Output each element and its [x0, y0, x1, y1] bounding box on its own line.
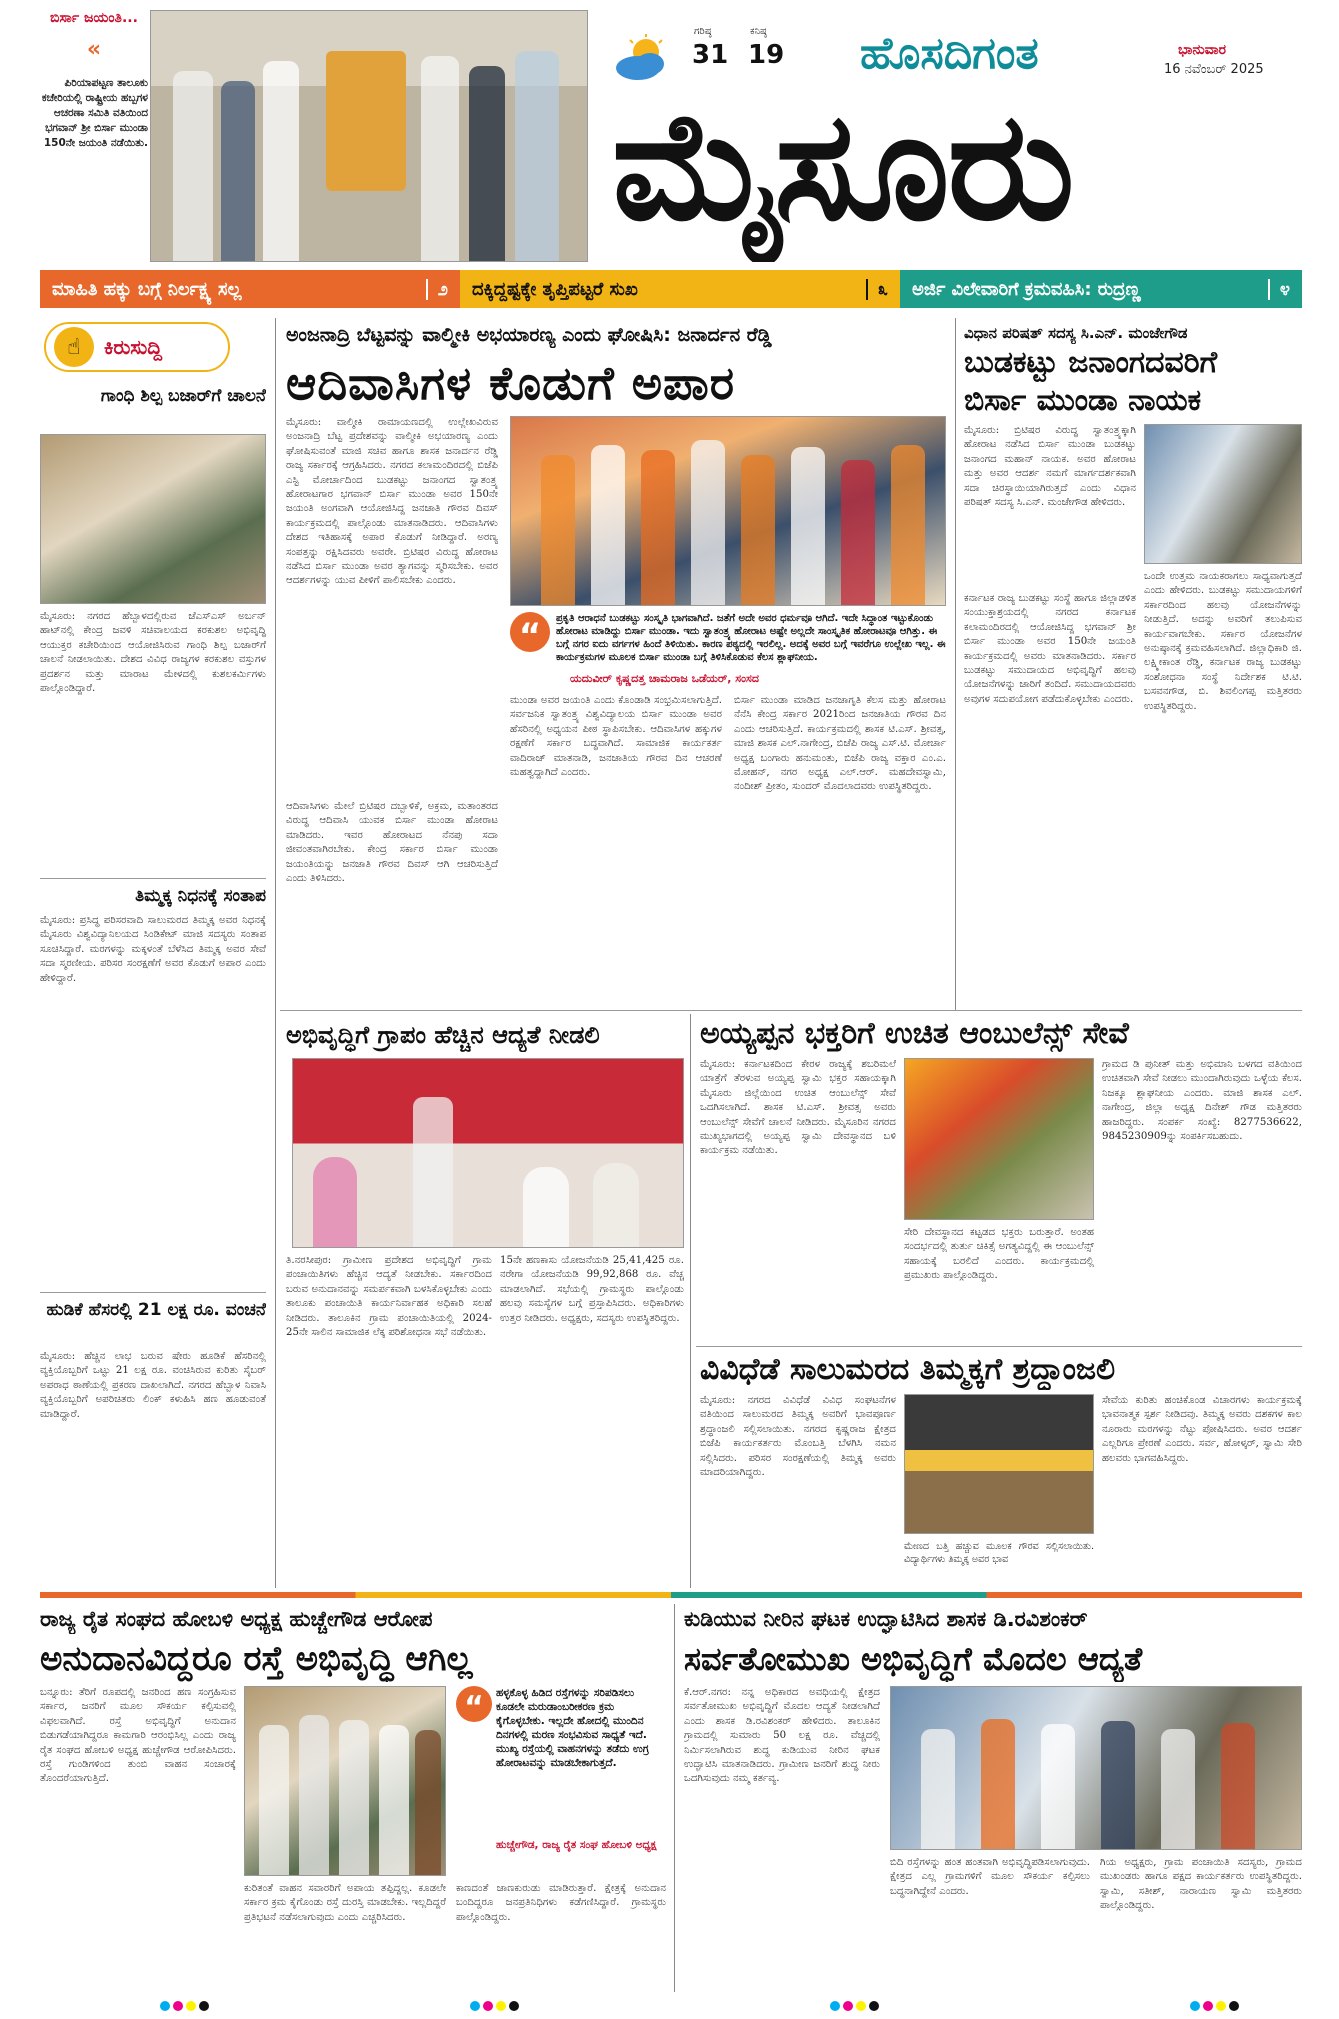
thimmakka-body-1: ಮೈಸೂರು: ನಗರದ ವಿವಿಧೆಡೆ ವಿವಿಧ ಸಂಘಟನೆಗಳ ವತಿಯಿಂದ ಸಾಲುಮರದ ತಿಮ್ಮಕ್ಕ ಅವರಿಗೆ ಭಾವಪೂರ್ಣ ಶ್ರದ್ಧಾಂಜಲಿ ಸಲ್ಲಿಸಲಾಯಿತು. ನಗರದ ಕೃಷ್ಣರಾಜ ಕ್ಷೇತ್ರದ ಬಿಜೆಪಿ ಕಾರ್ಯಕರ್ತರು ಮೊಂಬತ್ತಿ ಬೆಳಗಿಸಿ ನಮನ ಸಲ್ಲಿಸಿದರು. ಪರಿಸರ ಸಂರಕ್ಷಣೆಯಲ್ಲಿ ತಿಮ್ಮಕ್ಕ ಅವರು ಮಾದರಿಯಾಗಿದ್ದರು.	[700, 1395, 896, 1479]
strip-item-3[interactable]	[900, 270, 1302, 308]
strip-item-3-page: ೪	[1268, 279, 1290, 300]
thimmakka-body-2: ಸೇವೆಯ ಕುರಿತು ಹಂಚಿಕೊಂಡ ವಿಚಾರಗಳು ಕಾರ್ಯಕ್ರಮಕ್ಕೆ ಭಾವನಾತ್ಮಕ ಸ್ಪರ್ಶ ನೀಡಿದವು. ತಿಮ್ಮಕ್ಕ ಅವರು ದಶಕಗಳ ಕಾಲ ನೂರಾರು ಮರಗಳನ್ನು ನೆಟ್ಟು ಪೋಷಿಸಿದರು. ಅವರ ಆದರ್ಶ ಎಲ್ಲರಿಗೂ ಪ್ರೇರಣೆ ಎಂದರು. ಸರ್ವ, ಹೋಳ್ಕರ್, ಸ್ವಾಮಿ ಸೇರಿ ಹಲವರು ಭಾಗವಹಿಸಿದ್ದರು.	[1102, 1395, 1302, 1464]
strip-item-1-page: ೨	[426, 279, 448, 300]
lead-headline: ಆದಿವಾಸಿಗಳ ಕೊಡುಗೆ ಅಪಾರ	[286, 356, 736, 410]
bottom-right-body-2: ಬಿದಿ ರಸ್ತೆಗಳನ್ನು ಹಂತ ಹಂತವಾಗಿ ಅಭಿವೃದ್ಧಿಪಡಿಸಲಾಗುವುದು. ಕ್ಷೇತ್ರದ ಎಲ್ಲ ಗ್ರಾಮಗಳಿಗೆ ಮೂಲ ಸೌಕರ್ಯ ಕಲ್ಪಿಸಲು ಬದ್ಧನಾಗಿದ್ದೇನೆ ಎಂದರು.	[890, 1857, 1090, 1897]
bottom-left-kicker: ರಾಜ್ಯ ರೈತ ಸಂಘದ ಹೋಬಳಿ ಅಧ್ಯಕ್ಷ ಹುಚ್ಚೇಗೌಡ ಆರೋಪ	[40, 1607, 433, 1631]
bottom-left-headline: ಅನುದಾನವಿದ್ದರೂ ರಸ್ತೆ ಅಭಿವೃದ್ಧಿ ಆಗಿಲ್ಲ	[40, 1639, 473, 1679]
masthead-teaser-photo	[150, 10, 588, 262]
lead-body-1: ಮೈಸೂರು: ವಾಲ್ಮೀಕಿ ರಾಮಾಯಣದಲ್ಲಿ ಉಲ್ಲೇಖವಿರುವ ಅಂಜನಾದ್ರಿ ಬೆಟ್ಟ ಪ್ರದೇಶವನ್ನು ವಾಲ್ಮೀಕಿ ಅಭಯಾರಣ್ಯ ಎಂದು ಘೋಷಿಸುವಂತೆ ಮಾಜಿ ಸಚಿವ ಹಾಗೂ ಶಾಸಕ ಜನಾರ್ದನ ರೆಡ್ಡಿ ರಾಜ್ಯ ಸರ್ಕಾರಕ್ಕೆ ಆಗ್ರಹಿಸಿದರು. ನಗರದ ಕಲಾಮಂದಿರದಲ್ಲಿ ಬಿಜೆಪಿ ಎಸ್ಟಿ ಮೋರ್ಚಾದಿಂದ ಬುಡಕಟ್ಟು ಜನಾಂಗದ ಸ್ವಾತಂತ್ರ್ಯ ಹೋರಾಟಗಾರ ಭಗವಾನ್ ಬಿರ್ಸಾ ಮುಂಡಾ ಅವರ 150ನೇ ಜಯಂತಿ ಅಂಗವಾಗಿ ಆಯೋಜಿಸಿದ್ದ ಜನಜಾತಿ ಗೌರವ ದಿವಸ್ ಕಾರ್ಯಕ್ರಮದಲ್ಲಿ ಪಾಲ್ಗೊಂಡು ಮಾತನಾಡಿದರು. ಆದಿವಾಸಿಗಳು ದೇಶದ ಇತಿಹಾಸಕ್ಕೆ ಅಪಾರ ಕೊಡುಗೆ ನೀಡಿದ್ದಾರೆ. ಅರಣ್ಯ ಸಂಪತ್ತನ್ನು ರಕ್ಷಿಸಿದವರು ಅವರೇ. ಬ್ರಿಟಿಷರ ವಿರುದ್ಧ ಹೋರಾಟ ನಡೆಸಿದ ಬಿರ್ಸಾ ಮುಂಡಾ ಅವರ ತ್ಯಾಗವನ್ನು ಸ್ಮರಿಸಬೇಕು. ಅವರ ಆದರ್ಶಗಳನ್ನು ಯುವ ಪೀಳಿಗೆ ಪಾಲಿಸಬೇಕು ಎಂದರು.	[286, 417, 498, 587]
strip-item-1-label: ಮಾಹಿತಿ ಹಕ್ಕು ಬಗ್ಗೆ ನಿರ್ಲಕ್ಷ್ಯ ಸಲ್ಲ	[52, 278, 242, 300]
right-top-kicker: ವಿಧಾನ ಪರಿಷತ್ ಸದಸ್ಯ ಸಿ.ಎನ್. ಮಂಜೇಗೌಡ	[964, 324, 1188, 342]
teaser-caption: ಪಿರಿಯಾಪಟ್ಟಣ ತಾಲೂಕು ಕಚೇರಿಯಲ್ಲಿ ರಾಷ್ಟ್ರೀಯ ಹಬ್ಬಗಳ ಆಚರಣಾ ಸಮಿತಿ ವತಿಯಿಂದ ಭಗವಾನ್ ಶ್ರೀ ಬಿರ್ಸಾ ಮುಂಡಾ 150ನೇ ಜಯಂತಿ ನಡೆಯಿತು.	[41, 77, 148, 149]
thimmakka-headline: ವಿವಿಧೆಡೆ ಸಾಲುಮರದ ತಿಮ್ಮಕ್ಕಗೆ ಶ್ರದ್ಧಾಂಜಲಿ	[700, 1352, 1116, 1387]
lead-body-2: ಆದಿವಾಸಿಗಳು ಮೇಲೆ ಬ್ರಿಟಿಷರ ದಬ್ಬಾಳಿಕೆ, ಅಕ್ರಮ, ಮತಾಂತರದ ವಿರುದ್ಧ ಆದಿವಾಸಿ ಯುವಕ ಬಿರ್ಸಾ ಮುಂಡಾ ಹೋರಾಟ ಮಾಡಿದರು. ಇವರ ಹೋರಾಟದ ನೆನಪು ಸದಾ ಜೀವಂತವಾಗಿರಬೇಕು. ಕೇಂದ್ರ ಸರ್ಕಾರ ಬಿರ್ಸಾ ಮುಂಡಾ ಜಯಂತಿಯನ್ನು ಜನಜಾತಿ ಗೌರವ ದಿವಸ್ ಆಗಿ ಆಚರಿಸುತ್ತಿದೆ ಎಂದು ತಿಳಿಸಿದರು.	[286, 801, 498, 885]
promo-strip	[40, 270, 1302, 308]
kiru-body-1: ಮೈಸೂರು: ನಗರದ ಹೆಬ್ಬಾಳದಲ್ಲಿರುವ ಜೆಎಸ್‌ಎಸ್ ಅರ್ಬನ್ ಹಾಟ್‌ನಲ್ಲಿ ಕೇಂದ್ರ ಜವಳಿ ಸಚಿವಾಲಯದ ಕರಕುಶಲ ಅಭಿವೃದ್ಧಿ ಆಯುಕ್ತರ ಕಚೇರಿಯಿಂದ ಆಯೋಜಿಸಿರುವ ಗಾಂಧಿ ಶಿಲ್ಪ ಬಜಾರ್‌ಗೆ ಚಾಲನೆ ನೀಡಲಾಯಿತು. ದೇಶದ ವಿವಿಧ ರಾಜ್ಯಗಳ ಕರಕುಶಲ ವಸ್ತುಗಳ ಪ್ರದರ್ಶನ ಮತ್ತು ಮಾರಾಟ ಮೇಳದಲ್ಲಿ ಕುಶಲಕರ್ಮಿಗಳು ಪಾಲ್ಗೊಂಡಿದ್ದಾರೆ.	[40, 611, 266, 695]
max-temp-label: ಗರಿಷ್ಠ	[694, 26, 712, 37]
ambulance-headline: ಅಯ್ಯಪ್ಪನ ಭಕ್ತರಿಗೆ ಉಚಿತ ಆಂಬುಲೆನ್ಸ್ ಸೇವೆ	[700, 1016, 1129, 1051]
bottom-left-quote: ಹಳ್ಳಕೊಳ್ಳ ಹಿಡಿದ ರಸ್ತೆಗಳನ್ನು ಸರಿಪಡಿಸಲು ಕೂಡಲೇ ಮರುಡಾಂಬರೀಕರಣ ಕ್ರಮ ಕೈಗೊಳ್ಳಬೇಕು. ಇಲ್ಲದೇ ಹೋದಲ್ಲಿ ಮುಂದಿನ ದಿನಗಳಲ್ಲಿ ಮರಣ ಸಂಭವಿಸುವ ಸಾಧ್ಯತೆ ಇದೆ. ಮುಖ್ಯ ರಸ್ತೆಯಲ್ಲಿ ವಾಹನಗಳನ್ನು ತಡೆದು ಉಗ್ರ ಹೋರಾಟವನ್ನು ಮಾಡಬೇಕಾಗುತ್ತದೆ.	[496, 1687, 649, 1769]
registration-marks-4	[1190, 2001, 1239, 2011]
right-top-headline-2: ಬಿರ್ಸಾ ಮುಂಡಾ ನಾಯಕ	[964, 383, 1202, 418]
quote-mark-icon: “	[510, 612, 550, 652]
village-photo	[292, 1058, 684, 1248]
kiru-headline-3: ಹುಡಿಕೆ ಹೆಸರಲ್ಲಿ 21 ಲಕ್ಷ ರೂ. ವಂಚನೆ	[46, 1300, 266, 1320]
village-headline: ಅಭಿವೃದ್ಧಿಗೆ ಗ್ರಾಪಂ ಹೆಚ್ಚಿನ ಆದ್ಯತೆ ನೀಡಲಿ	[286, 1021, 600, 1049]
ambulance-body-2: ಸೇರಿ ದೇವಸ್ಥಾನದ ಕಟ್ಟಡದ ಭಕ್ತರು ಬರುತ್ತಾರೆ. ಅಂತಹ ಸಂದರ್ಭದಲ್ಲಿ ತುರ್ತು ಚಿಕಿತ್ಸೆ ಅಗತ್ಯವಿದ್ದಲ್ಲಿ ಈ ಆಂಬುಲೆನ್ಸ್ ಸಹಾಯಕ್ಕೆ ಬರಲಿದೆ ಎಂದರು. ಕಾರ್ಯಕ್ರಮದಲ್ಲಿ ಪ್ರಮುಖರು ಪಾಲ್ಗೊಂಡಿದ್ದರು.	[904, 1227, 1094, 1282]
bottom-left-body-1: ಬನ್ನೂರು: ತೆರಿಗೆ ರೂಪದಲ್ಲಿ ಜನರಿಂದ ಹಣ ಸಂಗ್ರಹಿಸುವ ಸರ್ಕಾರ, ಜನರಿಗೆ ಮೂಲ ಸೌಕರ್ಯ ಕಲ್ಪಿಸುವಲ್ಲಿ ವಿಫಲವಾಗಿದೆ. ರಸ್ತೆ ಅಭಿವೃದ್ಧಿಗೆ ಅನುದಾನ ಬಿಡುಗಡೆಯಾಗಿದ್ದರೂ ಕಾಮಗಾರಿ ಆರಂಭಿಸಿಲ್ಲ ಎಂದು ರಾಜ್ಯ ರೈತ ಸಂಘದ ಹೋಬಳಿ ಅಧ್ಯಕ್ಷ ಹುಚ್ಚೇಗೌಡ ಆರೋಪಿಸಿದರು. ರಸ್ತೆ ಗುಂಡಿಗಳಿಂದ ತುಂಬಿ ವಾಹನ ಸಂಚಾರಕ್ಕೆ ತೊಂದರೆಯಾಗುತ್ತಿದೆ.	[40, 1687, 236, 1785]
teaser-arrow-icon: «	[86, 37, 102, 62]
strip-item-2-page: ೩	[866, 279, 888, 300]
kiru-photo-1	[40, 434, 266, 604]
right-top-body-2: ಕರ್ನಾಟಕ ರಾಜ್ಯ ಬುಡಕಟ್ಟು ಸಂಸ್ಥೆ ಹಾಗೂ ಜಿಲ್ಲಾಡಳಿತ ಸಂಯುಕ್ತಾಶ್ರಯದಲ್ಲಿ ನಗರದ ಕರ್ನಾಟಕ ಕಲಾಮಂದಿರದಲ್ಲಿ ಆಯೋಜಿಸಿದ್ದ ಭಗವಾನ್ ಶ್ರೀ ಬಿರ್ಸಾ ಮುಂಡಾ ಅವರ 150ನೇ ಜಯಂತಿ ಕಾರ್ಯಕ್ರಮದಲ್ಲಿ ಅವರು ಮಾತನಾಡಿದರು. ಸರ್ಕಾರ ಬುಡಕಟ್ಟು ಸಮುದಾಯದ ಅಭಿವೃದ್ಧಿಗೆ ಹಲವು ಯೋಜನೆಗಳನ್ನು ಜಾರಿಗೆ ತಂದಿದೆ. ಸಮುದಾಯದವರು ಅವುಗಳ ಸದುಪಯೋಗ ಪಡೆದುಕೊಳ್ಳಬೇಕು ಎಂದರು.	[964, 593, 1136, 705]
lead-body-3: ಮುಂಡಾ ಅವರ ಜಯಂತಿ ಎಂದು ಕೊಂಡಾಡಿ ಸಂಭ್ರಮಿಸಲಾಗುತ್ತಿದೆ. ಸರ್ವಜನಿಕ ಸ್ವಾತಂತ್ರ್ಯ ವಿಶ್ವವಿದ್ಯಾಲಯ ಬಿರ್ಸಾ ಮುಂಡಾ ಅವರ ಹೆಸರಿನಲ್ಲಿ ಅಧ್ಯಯನ ಪೀಠ ಸ್ಥಾಪಿಸಬೇಕು. ಆದಿವಾಸಿಗಳ ಹಕ್ಕುಗಳ ರಕ್ಷಣೆಗೆ ಸರ್ಕಾರ ಬದ್ಧವಾಗಿದೆ. ಸಾಮಾಜಿಕ ಕಾರ್ಯಕರ್ತ ವಾದಿರಾಜ್ ಮಾತನಾಡಿ, ಜನಜಾತಿಯ ಗೌರವ ದಿನ ಆಚರಣೆ ಮಹತ್ವದ್ದಾಗಿದೆ ಎಂದರು.	[510, 695, 722, 779]
strip-item-2[interactable]	[460, 270, 900, 308]
max-temp: 31	[692, 40, 729, 70]
bottom-left-body-3: ಕಾಣದಂತೆ ಜಾಣಕುರುಡು ಮಾಡಿರುತ್ತಾರೆ. ಕ್ಷೇತ್ರಕ್ಕೆ ಅನುದಾನ ಬಂದಿದ್ದರೂ ಜನಪ್ರತಿನಿಧಿಗಳು ಕಡೆಗಣಿಸಿದ್ದಾರೆ. ಗ್ರಾಮಸ್ಥರು ಪಾಲ್ಗೊಂಡಿದ್ದರು.	[456, 1883, 666, 1923]
hand-icon: ☝	[54, 327, 94, 367]
bottom-right-headline: ಸರ್ವತೋಮುಖ ಅಭಿವೃದ್ಧಿಗೆ ಮೊದಲ ಆದ್ಯತೆ	[684, 1640, 1143, 1678]
thimmakka-caption: ಮೇಣದ ಬತ್ತಿ ಹಚ್ಚುವ ಮೂಲಕ ಗೌರವ ಸಲ್ಲಿಸಲಾಯಿತು. ವಿದ್ಯಾರ್ಥಿಗಳು ತಿಮ್ಮಕ್ಕ ಅವರ ಭಾವ	[904, 1541, 1094, 1565]
bottom-right-kicker: ಕುಡಿಯುವ ನೀರಿನ ಘಟಕ ಉದ್ಘಾಟಿಸಿದ ಶಾಸಕ ಡಿ.ರವಿಶಂಕರ್	[684, 1607, 1088, 1631]
bottom-left-photo	[244, 1686, 446, 1876]
teaser-panel	[40, 10, 148, 260]
registration-marks-2	[470, 2001, 519, 2011]
right-top-body-3: ಒಂದೇ ಉತ್ತಮ ನಾಯಕರಾಗಲು ಸಾಧ್ಯವಾಗುತ್ತದೆ ಎಂದು ಹೇಳಿದರು. ಬುಡಕಟ್ಟು ಸಮುದಾಯಗಳಿಗೆ ಸರ್ಕಾರದಿಂದ ಹಲವು ಯೋಜನೆಗಳನ್ನು ನೀಡುತ್ತಿದೆ. ಅದನ್ನು ಅವರಿಗೆ ತಲುಪಿಸುವ ಕಾರ್ಯವಾಗಬೇಕು. ಸರ್ಕಾರ ಯೋಜನೆಗಳ ಅನುಷ್ಠಾನಕ್ಕೆ ಕ್ರಮವಹಿಸಲಾಗಿದೆ. ಜಿಲ್ಲಾಧಿಕಾರಿ ಜಿ. ಲಕ್ಷ್ಮೀಕಾಂತ ರೆಡ್ಡಿ, ಕರ್ನಾಟಕ ರಾಜ್ಯ ಬುಡಕಟ್ಟು ಸಂಶೋಧನಾ ಸಂಸ್ಥೆ ನಿರ್ದೇಶಕ ಟಿ.ಟಿ. ಬಸವನಗೌಡ, ಬಿ. ಶಿವಲಿಂಗಪ್ಪ ಮತ್ತಿತರರು ಉಪಸ್ಥಿತರಿದ್ದರು.	[1144, 571, 1302, 712]
ambulance-photo	[904, 1058, 1094, 1220]
bottom-left-quote-box	[456, 1686, 666, 1876]
bottom-right-body-1: ಕೆ.ಆರ್.ನಗರ: ನನ್ನ ಅಧಿಕಾರದ ಅವಧಿಯಲ್ಲಿ ಕ್ಷೇತ್ರದ ಸರ್ವತೋಮುಖ ಅಭಿವೃದ್ಧಿಗೆ ಮೊದಲ ಆದ್ಯತೆ ನೀಡಲಾಗಿದೆ ಎಂದು ಶಾಸಕ ಡಿ.ರವಿಶಂಕರ್ ಹೇಳಿದರು. ತಾಲೂಕಿನ ಗ್ರಾಮದಲ್ಲಿ ಸುಮಾರು 50 ಲಕ್ಷ ರೂ. ವೆಚ್ಚದಲ್ಲಿ ನಿರ್ಮಿಸಲಾಗಿರುವ ಶುದ್ಧ ಕುಡಿಯುವ ನೀರಿನ ಘಟಕ ಉದ್ಘಾಟಿಸಿ ಮಾತನಾಡಿದರು. ಗ್ರಾಮೀಣ ಜನರಿಗೆ ಶುದ್ಧ ನೀರು ಒದಗಿಸುವುದು ನಮ್ಮ ಕರ್ತವ್ಯ.	[684, 1687, 880, 1785]
kiru-headline-2: ತಿಮ್ಮಕ್ಕ ನಿಧನಕ್ಕೆ ಸಂತಾಪ	[135, 886, 266, 906]
strip-item-1[interactable]	[40, 270, 460, 308]
bottom-left-quote-by: ಹುಚ್ಚೇಗೌಡ, ರಾಜ್ಯ ರೈತ ಸಂಘ ಹೋಬಳಿ ಅಧ್ಯಕ್ಷ	[496, 1839, 657, 1851]
lead-photo	[510, 416, 946, 606]
min-temp-label: ಕನಿಷ್ಠ	[750, 26, 767, 37]
thimmakka-photo	[904, 1394, 1094, 1534]
lead-kicker: ಅಂಜನಾದ್ರಿ ಬೆಟ್ಟವನ್ನು ವಾಲ್ಮೀಕಿ ಅಭಯಾರಣ್ಯ ಎಂದು ಘೋಷಿಸಿ: ಜನಾರ್ದನ ರೆಡ್ಡಿ	[286, 324, 772, 346]
right-top-body-1: ಮೈಸೂರು: ಬ್ರಿಟಿಷರ ವಿರುದ್ಧ ಸ್ವಾತಂತ್ರ್ಯಕ್ಕಾಗಿ ಹೋರಾಟ ನಡೆಸಿದ ಬಿರ್ಸಾ ಮುಂಡಾ ಬುಡಕಟ್ಟು ಜನಾಂಗದ ಮಹಾನ್ ನಾಯಕ. ಅವರ ಹೋರಾಟ ಮತ್ತು ಅವರ ಆದರ್ಶ ನಮಗೆ ಮಾರ್ಗದರ್ಶಕವಾಗಿ ಸದಾ ಚಿರಸ್ಥಾಯಿಯಾಗಿರುತ್ತದೆ ಎಂದು ವಿಧಾನ ಪರಿಷತ್ ಸದಸ್ಯ ಸಿ.ಎನ್. ಮಂಜೇಗೌಡ ಹೇಳಿದರು.	[964, 425, 1136, 509]
kirusuddi-label: ಕಿರುಸುದ್ದಿ	[104, 335, 163, 359]
registration-marks-1	[160, 2001, 209, 2011]
strip-item-3-label: ಅರ್ಜಿ ವಿಲೇವಾರಿಗೆ ಕ್ರಮವಹಿಸಿ: ರುದ್ರಣ್ಣ	[912, 278, 1141, 300]
teaser-title: ಬಿರ್ಸಾ ಜಯಂತಿ...	[50, 10, 138, 26]
issue-date: 16 ನವೆಂಬರ್ 2025	[1164, 62, 1264, 77]
right-top-headline-1: ಬುಡಕಟ್ಟು ಜನಾಂಗದವರಿಗೆ	[964, 345, 1218, 380]
lead-quote-by: ಯದುವೀರ್ ಕೃಷ್ಣದತ್ತ ಚಾಮರಾಜ ಒಡೆಯರ್, ಸಂಸದ	[570, 672, 759, 685]
kiru-headline-1: ಗಾಂಧಿ ಶಿಲ್ಪ ಬಜಾರ್‌ಗೆ ಚಾಲನೆ	[100, 386, 266, 406]
ambulance-body-3: ಗ್ರಾಮದ ಡಿ ಪುನೀತ್ ಮತ್ತು ಅಭಿಮಾನಿ ಬಳಗದ ವತಿಯಿಂದ ಉಚಿತವಾಗಿ ಸೇವೆ ನೀಡಲು ಮುಂದಾಗಿರುವುದು ಒಳ್ಳೆಯ ಕೆಲಸ. ನಿಜಕ್ಕೂ ಶ್ಲಾಘನೀಯ ಎಂದರು. ಮಾಜಿ ಶಾಸಕ ಎಲ್. ನಾಗೇಂದ್ರ, ಜಿಲ್ಲಾ ಅಧ್ಯಕ್ಷ ದಿನೇಶ್ ಗೌಡ ಮತ್ತಿತರರು ಹಾಜರಿದ್ದರು. ಸಂಪರ್ಕ ಸಂಖ್ಯೆ: 8277536622, 9845230909ನ್ನು ಸಂಪರ್ಕಿಸಬಹುದು.	[1102, 1059, 1302, 1143]
strip-item-2-label: ದಕ್ಕಿದ್ದಷ್ಟಕ್ಕೇ ತೃಪ್ತಿಪಟ್ಟರೆ ಸುಖ	[472, 278, 638, 300]
lead-quote-box	[510, 612, 946, 686]
min-temp: 19	[748, 40, 785, 70]
kirusuddi-badge	[44, 322, 230, 372]
bottom-right-body-3: ಗಿಯ ಅಧ್ಯಕ್ಷರು, ಗ್ರಾಮ ಪಂಚಾಯಿತಿ ಸದಸ್ಯರು, ಗ್ರಾಮದ ಮುಖಂಡರು ಹಾಗೂ ಪಕ್ಷದ ಕಾರ್ಯಕರ್ತರು ಉಪಸ್ಥಿತರಿದ್ದರು. ಸ್ವಾಮಿ, ಸತೀಶ್, ನಾರಾಯಣ ಸ್ವಾಮಿ ಮತ್ತಿತರರು ಪಾಲ್ಗೊಂಡಿದ್ದರು.	[1100, 1857, 1302, 1912]
village-body-2: 15ನೇ ಹಣಕಾಸು ಯೋಜನೆಯಡಿ 25,41,425 ರೂ. ನರೇಗಾ ಯೋಜನೆಯಡಿ 99,92,868 ರೂ. ವೆಚ್ಚ ಮಾಡಲಾಗಿದೆ. ಸಭೆಯಲ್ಲಿ ಗ್ರಾಮಸ್ಥರು ಪಾಲ್ಗೊಂಡು ಹಲವು ಸಮಸ್ಯೆಗಳ ಬಗ್ಗೆ ಪ್ರಸ್ತಾಪಿಸಿದರು. ಅಧಿಕಾರಿಗಳು ಉತ್ತರ ನೀಡಿದರು. ಅಧ್ಯಕ್ಷರು, ಸದಸ್ಯರು ಉಪಸ್ಥಿತರಿದ್ದರು.	[500, 1255, 684, 1324]
edition-title: ಮೈಸೂರು	[612, 80, 1073, 254]
issue-day: ಭಾನುವಾರ	[1178, 42, 1227, 58]
kiru-body-3: ಮೈಸೂರು: ಹೆಚ್ಚಿನ ಲಾಭ ಬರುವ ಷೇರು ಹೂಡಿಕೆ ಹೆಸರಿನಲ್ಲಿ ವ್ಯಕ್ತಿಯೊಬ್ಬರಿಗೆ ಒಟ್ಟು 21 ಲಕ್ಷ ರೂ. ವಂಚಿಸಿರುವ ಕುರಿತು ಸೈಬರ್ ಅಪರಾಧ ಠಾಣೆಯಲ್ಲಿ ಪ್ರಕರಣ ದಾಖಲಾಗಿದೆ. ನಗರದ ಹೆಬ್ಬಾಳ ನಿವಾಸಿ ವ್ಯಕ್ತಿಯೊಬ್ಬರಿಗೆ ಅಪರಿಚಿತರು ಲಿಂಕ್ ಕಳುಹಿಸಿ ಹಣ ಹೂಡುವಂತೆ ಮಾಡಿದ್ದಾರೆ.	[40, 1351, 266, 1420]
ambulance-body-1: ಮೈಸೂರು: ಕರ್ನಾಟಕದಿಂದ ಕೇರಳ ರಾಜ್ಯಕ್ಕೆ ಶಬರಿಮಲೆ ಯಾತ್ರೆಗೆ ತೆರಳುವ ಅಯ್ಯಪ್ಪ ಸ್ವಾಮಿ ಭಕ್ತರ ಸಹಾಯಕ್ಕಾಗಿ ಮೈಸೂರು ಜಿಲ್ಲೆಯಿಂದ ಉಚಿತ ಆಂಬುಲೆನ್ಸ್ ಸೇವೆ ಒದಗಿಸಲಾಗಿದೆ. ಶಾಸಕ ಟಿ.ಎಸ್. ಶ್ರೀವತ್ಸ ಅವರು ಆಂಬುಲೆನ್ಸ್ ಸೇವೆಗೆ ಚಾಲನೆ ನೀಡಿದರು. ಮೈಸೂರಿನ ನಗರದ ಮುಖ್ಯಭಾಗದಲ್ಲಿ ಅಯ್ಯಪ್ಪ ಸ್ವಾಮಿ ದೇವಸ್ಥಾನದ ಬಳಿ ಕಾರ್ಯಕ್ರಮ ನಡೆಯಿತು.	[700, 1059, 896, 1157]
lead-quote: ಪ್ರಕೃತಿ ಆರಾಧನೆ ಬುಡಕಟ್ಟು ಸಂಸ್ಕೃತಿ ಭಾಗವಾಗಿದೆ. ಜತೆಗೆ ಅದೇ ಅವರ ಧರ್ಮವೂ ಆಗಿದೆ. ಇದೇ ಸಿದ್ಧಾಂತ ಇಟ್ಟುಕೊಂಡು ಹೋರಾಟ ಮಾಡಿದ್ದು ಬಿರ್ಸಾ ಮುಂಡಾ. ಇದು ಸ್ವಾತಂತ್ರ್ಯ ಹೋರಾಟ ಅಷ್ಟೇ ಅಲ್ಲದೇ ಸಾಂಸ್ಕೃತಿಕ ಹೋರಾಟವೂ ಆಗಿತ್ತು. ಈ ಬಗ್ಗೆ ನಗರ ಐದು ವರ್ಗಗಳ ಹಿಂದೆ ತಿಳಿಯಿತು. ಕಾರಣ ಪಠ್ಯದಲ್ಲಿ ಇರಲಿಲ್ಲ. ಅದಕ್ಕೆ ಅವರ ಬಗ್ಗೆ ಇವರೆಗೂ ಉಲ್ಲೇಖ ಇಲ್ಲ. ಈ ಕಾರ್ಯಕ್ರಮಗಳ ಮೂಲಕ ಬಿರ್ಸಾ ಮುಂಡಾ ಬಗ್ಗೆ ತಿಳಿಸಿಕೊಡುವ ಕೆಲಸ ಶ್ಲಾಘನೀಯ.	[556, 613, 946, 663]
bottom-left-body-2: ಕುರಿತಂತೆ ವಾಹನ ಸವಾರರಿಗೆ ಅಪಾಯ ತಪ್ಪಿದ್ದಲ್ಲ. ಕೂಡಲೇ ಸರ್ಕಾರ ಕ್ರಮ ಕೈಗೊಂಡು ರಸ್ತೆ ದುರಸ್ತಿ ಮಾಡಬೇಕು. ಇಲ್ಲದಿದ್ದರೆ ಪ್ರತಿಭಟನೆ ನಡೆಸಲಾಗುವುದು ಎಂದು ಎಚ್ಚರಿಸಿದರು.	[244, 1883, 446, 1923]
right-top-photo	[1144, 424, 1302, 564]
brand-logo: ಹೊಸದಿಗಂತ	[860, 28, 1039, 79]
bottom-right-photo	[890, 1686, 1302, 1850]
quote-mark-icon-2: “	[456, 1686, 492, 1722]
lead-body-4: ಬಿರ್ಸಾ ಮುಂಡಾ ಮಾಡಿದ ಜನಜಾಗೃತಿ ಕೆಲಸ ಮತ್ತು ಹೋರಾಟ ನೆನೆಸಿ ಕೇಂದ್ರ ಸರ್ಕಾರ 2021ರಿಂದ ಜನಜಾತಿಯ ಗೌರವ ದಿನ ಎಂದು ಆಚರಿಸುತ್ತಿದೆ. ಕಾರ್ಯಕ್ರಮದಲ್ಲಿ ಶಾಸಕ ಟಿ.ಎಸ್. ಶ್ರೀವತ್ಸ, ಮಾಜಿ ಶಾಸಕ ಎಲ್.ನಾಗೇಂದ್ರ, ಬಿಜೆಪಿ ರಾಜ್ಯ ಎಸ್.ಟಿ. ಮೋರ್ಚಾ ಅಧ್ಯಕ್ಷ ಬಂಗಾರು ಹನುಮಂತು, ಬಿಜೆಪಿ ರಾಜ್ಯ ವಕ್ತಾರ ಎಂ.ಎ. ಮೋಹನ್, ನಗರ ಅಧ್ಯಕ್ಷ ಎಲ್.ಆರ್. ಮಹದೇವಸ್ವಾಮಿ, ನಂದೀಶ್ ಪ್ರೀತಂ, ಸುಂದರ್ ಮೊದಲಾದವರು ಉಪಸ್ಥಿತರಿದ್ದರು.	[734, 695, 946, 793]
kiru-body-2: ಮೈಸೂರು: ಪ್ರಸಿದ್ಧ ಪರಿಸರವಾದಿ ಸಾಲುಮರದ ತಿಮ್ಮಕ್ಕ ಅವರ ನಿಧನಕ್ಕೆ ಮೈಸೂರು ವಿಶ್ವವಿದ್ಯಾನಿಲಯದ ಸಿಂಡಿಕೇಟ್ ಮಾಜಿ ಸದಸ್ಯರು ಸಂತಾಪ ಸೂಚಿಸಿದ್ದಾರೆ. ಮರಗಳನ್ನು ಮಕ್ಕಳಂತೆ ಬೆಳೆಸಿದ ತಿಮ್ಮಕ್ಕ ಅವರ ಸೇವೆ ಸದಾ ಸ್ಮರಣೀಯ. ಪರಿಸರ ಸಂರಕ್ಷಣೆಗೆ ಅವರ ಕೊಡುಗೆ ಅಪಾರ ಎಂದು ಹೇಳಿದ್ದಾರೆ.	[40, 915, 266, 984]
village-body-1: ತಿ.ನರಸೀಪುರ: ಗ್ರಾಮೀಣ ಪ್ರದೇಶದ ಅಭಿವೃದ್ಧಿಗೆ ಗ್ರಾಮ ಪಂಚಾಯಿತಿಗಳು ಹೆಚ್ಚಿನ ಆದ್ಯತೆ ನೀಡಬೇಕು. ಸರ್ಕಾರದಿಂದ ಬರುವ ಅನುದಾನವನ್ನು ಸಮರ್ಪಕವಾಗಿ ಬಳಸಿಕೊಳ್ಳಬೇಕು ಎಂದು ತಾಲೂಕು ಪಂಚಾಯಿತಿ ಕಾರ್ಯನಿರ್ವಾಹಕ ಅಧಿಕಾರಿ ಸಲಹೆ ನೀಡಿದರು. ತಾಲೂಕಿನ ಗ್ರಾಮ ಪಂಚಾಯಿತಿಯಲ್ಲಿ 2024-25ನೇ ಸಾಲಿನ ಸಾಮಾಜಿಕ ಲೆಕ್ಕ ಪರಿಶೋಧನಾ ಸಭೆ ನಡೆಯಿತು.	[286, 1255, 492, 1339]
registration-marks-3	[830, 2001, 879, 2011]
